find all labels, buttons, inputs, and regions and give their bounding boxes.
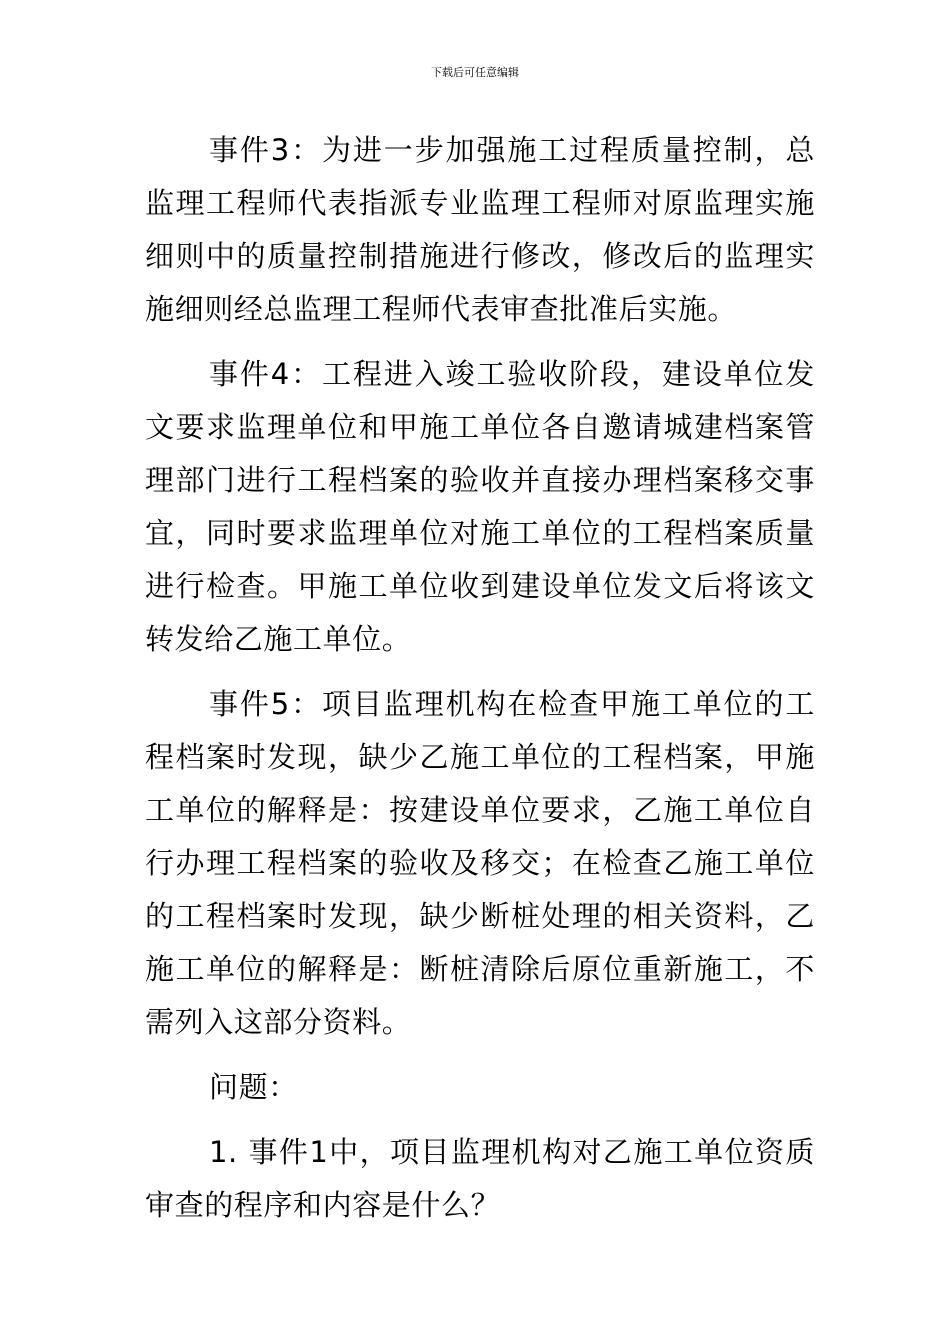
- paragraph-questions-heading: 问题：: [209, 1070, 298, 1104]
- paragraph-event-3: 事件3：为进一步加强施工过程质量控制，总监理工程师代表指派专业监理工程师对原监理实施细则中的质量控制措施进行修改，修改后的监理实施细则经总监理工程师代表审查批准后实施。: [145, 133, 815, 326]
- document-body: [145, 124, 815, 1244]
- page-header: 下载后可任意编辑: [431, 66, 519, 79]
- paragraph-event-4: 事件4：工程进入竣工验收阶段，建设单位发文要求监理单位和甲施工单位各自邀请城建档案管理部门进行工程档案的验收并直接办理档案移交事宜，同时要求监理单位对施工单位的工程档案质量进行检查。甲施工单位收到建设单位发文后将该文转发给乙施工单位。: [145, 357, 815, 656]
- paragraph-event-5: 事件5：项目监理机构在检查甲施工单位的工程档案时发现，缺少乙施工单位的工程档案，甲施工单位的解释是：按建设单位要求，乙施工单位自行办理工程档案的验收及移交；在检查乙施工单位的工程档案时发现，缺少断桩处理的相关资料，乙施工单位的解释是：断桩清除后原位重新施工，不需列入这部分资料。: [145, 687, 815, 1039]
- paragraph-question-1: 1. 事件1中，项目监理机构对乙施工单位资质审查的程序和内容是什么？: [145, 1135, 815, 1222]
